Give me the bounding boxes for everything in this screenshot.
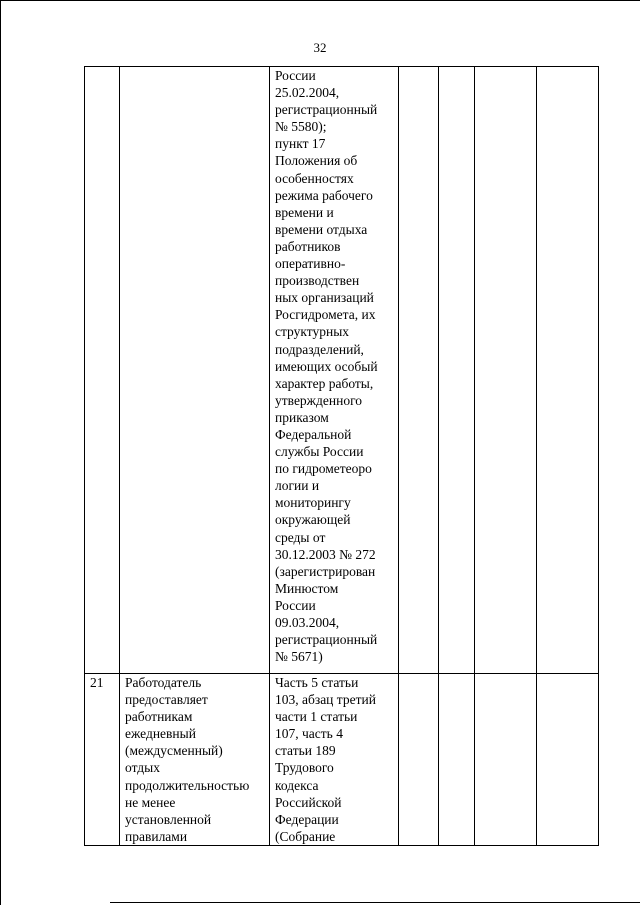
- cell-no: [439, 67, 475, 674]
- cell-not-applicable: [475, 67, 537, 674]
- cell-number: 21: [85, 674, 120, 846]
- cell-legal-basis: Часть 5 статьи 103, абзац третий части 1 статьи 107, часть 4 статьи 189 Трудового кодекса Российской Федерации (Собрание: [270, 674, 399, 846]
- cell-note: [537, 674, 599, 846]
- page-frame-top: [0, 0, 640, 1]
- checklist-table: [84, 66, 599, 846]
- cell-yes: [399, 674, 439, 846]
- page-frame-bottom: [110, 902, 640, 903]
- cell-requirement: Работодатель предоставляет работникам ежедневный (междусменный) отдых продолжительностью не менее установленной правилами: [120, 674, 270, 846]
- table-row: [85, 674, 599, 846]
- table-row: [85, 67, 599, 674]
- cell-note: [537, 67, 599, 674]
- cell-number: [85, 67, 120, 674]
- cell-requirement: [120, 67, 270, 674]
- page-number: 32: [313, 40, 327, 55]
- page-frame-left: [0, 0, 1, 905]
- cell-yes: [399, 67, 439, 674]
- cell-no: [439, 674, 475, 846]
- cell-not-applicable: [475, 674, 537, 846]
- cell-legal-basis: России 25.02.2004, регистрационный № 5580); пункт 17 Положения об особенностях режима рабочего времени и времени отдыха работников оперативно- производствен ных организаций Росгидромета, их структурных подразделений, имеющих особый характер работы, утвержденного приказом Федеральной службы России по гидрометеоро логии и мониторингу окружающей среды от 30.12.2003 № 272 (зарегистрирован Минюстом России 09.03.2004, регистрационный № 5671): [270, 67, 399, 674]
